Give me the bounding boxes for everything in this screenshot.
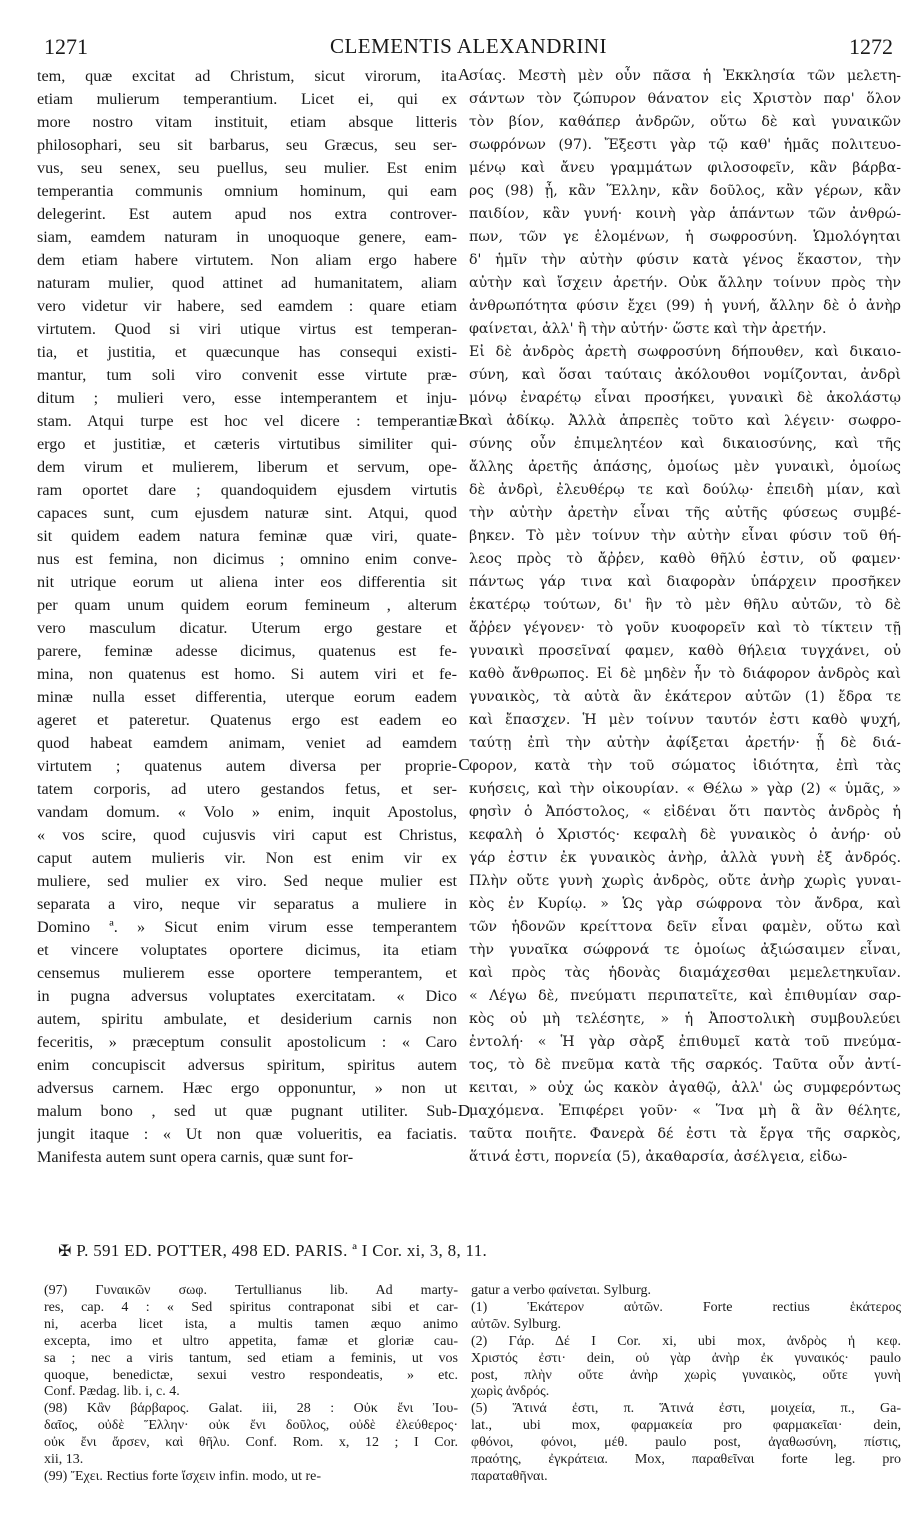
- footnote-line: (97) Γυναικῶν σωφ. Tertullianus lib. Ad marty-: [44, 1283, 458, 1298]
- edition-reference-line: [58, 1241, 487, 1261]
- text-line: minæ nulla esset differentia, uterque eorum eadem: [37, 688, 457, 706]
- text-line: malum bono , sed ut quæ pugnant utiliter. Sub-: [37, 1102, 457, 1120]
- text-line: Εἰ δὲ ἀνδρὸς ἀρετὴ σωφροσύνη δήπουθεν, καὶ δικαιο-: [469, 344, 901, 360]
- text-line: αὐτὴν καὶ ἴσχειν ἀρετήν. Οὐκ ἄλλην τοίνυν πρὸς τὴν: [469, 275, 901, 291]
- text-line: caput autem mulieris vir. Non est enim vir ex: [37, 849, 457, 867]
- margin-marker-d: D: [457, 1101, 471, 1120]
- text-line: γυναικὸς, τὰ αὐτὰ ἂν ἑκάτερον αὐτῶν (1) ἔδρα τε: [469, 689, 901, 705]
- footnote-line: xii, 13.: [44, 1452, 84, 1468]
- text-line: τὴν γυναῖκα σώφρονά τε ὁμοίως ἀξιώσαιμεν εἶναι,: [469, 942, 901, 958]
- text-line: ἐντολή· « Ἡ γὰρ σὰρξ ἐπιθυμεῖ κατὰ τοῦ πνεύμα-: [469, 1034, 901, 1050]
- text-line: temperantia communis omnium hominum, qui eam: [37, 182, 457, 200]
- text-line: κεφαλὴ ὁ Χριστός· κεφαλὴ δὲ γυναικὸς ὁ ἀνήρ· οὐ: [469, 827, 901, 843]
- text-line: delegerint. Est autem apud nos extra controver-: [37, 205, 457, 223]
- margin-marker-c: C: [458, 755, 470, 774]
- text-line: φορον, κατὰ τὴν τοῦ σώματος ἰδιότητα, ἐπὶ τὰς: [469, 758, 901, 774]
- text-line: τὸν βίον, καθάπερ ἀνδρῶν, οὕτω δὲ καὶ γυναικῶν: [469, 114, 901, 130]
- text-line: σίας. Μεστὴ μὲν οὖν πᾶσα ἡ Ἐκκλησία τῶν μελετη-: [469, 68, 901, 84]
- text-line: τος, τὸ δὲ πνεῦμα κατὰ τῆς σαρκός. Ταῦτα οὖν ἀντί-: [469, 1057, 901, 1073]
- text-line: nus est femina, non dicimus ; omnino enim conve-: [37, 550, 457, 568]
- footnote-line: lat., ubi mox, φαρμακεία pro φαρμακεῖαι· dein,: [471, 1418, 901, 1434]
- text-line: sit quidem eadem natura feminæ quæ viri, quate-: [37, 527, 457, 545]
- text-line: ἀνθρωπότητα φύσιν ἔχει (99) ἡ γυνή, ἄλλην δὲ ὁ ἀνὴρ: [469, 298, 901, 314]
- text-line: vero videtur vir habere, sed eamdem : quare etiam: [37, 297, 457, 315]
- text-line: τῶν ἡδονῶν κρείττονα δεῖν εἶναι φαμὲν, οὕτω καὶ: [469, 919, 901, 935]
- text-line: μένῳ καὶ ἄνευ γραμμάτων φιλοσοφεῖν, κἂν βάρβα-: [469, 160, 901, 176]
- text-line: mantur, tum soli viro convenit esse virtute præ-: [37, 366, 457, 384]
- text-line: ταῦτα ποιῆτε. Φανερὰ δέ ἐστι τὰ ἔργα τῆς σαρκὸς,: [469, 1126, 901, 1142]
- footnotes-left: [44, 1283, 458, 1486]
- footnote-line: (99) Ἔχει. Rectius forte ἴσχειν infin. modo, ut re-: [44, 1468, 322, 1484]
- text-line: Manifesta autem sunt opera carnis, quæ sunt for-: [37, 1148, 354, 1166]
- footnote-line: gatur a verbo φαίνεται. Sylburg.: [471, 1283, 652, 1298]
- footnote-line: quoque, benedictæ, sexui vestro respondeatis, » etc.: [44, 1367, 458, 1383]
- text-line: βηκεν. Τὸ μὲν τοίνυν τὴν αὐτὴν εἶναι φύσιν τοῦ θή-: [469, 528, 901, 544]
- text-line: vero masculum dicatur. Uterum ergo gestare et: [37, 619, 457, 637]
- text-line: Domino ª. » Sicut enim virum esse temperantem: [37, 918, 457, 936]
- text-line: ρος (98) ᾖ, κἂν Ἕλλην, κἂν δοῦλος, κἂν γέρων, κἂν: [469, 183, 901, 199]
- text-line: philosophari, seu sit barbarus, seu Græcus, seu ser-: [37, 136, 457, 154]
- maltese-cross-icon: ✠: [58, 1241, 72, 1260]
- page-number-right: 1272: [849, 34, 893, 59]
- text-line: virtutem. Quod si viri utique virtus est temperan-: [37, 320, 457, 338]
- text-line: πων, τῶν γε ἑλομένων, ἡ σωφροσύνη. Ὡμολόγηται: [469, 229, 901, 245]
- text-line: σάντων τὸν ζώπυρον θάνατον εἰς Χριστὸν παρ' ὅλον: [469, 91, 901, 107]
- text-line: et vincere voluptates oportere dicimus, ita etiam: [37, 941, 457, 959]
- footnote-line: (2) Γάρ. Δέ I Cor. xi, ubi mox, ἀνδρὸς ἡ κεφ.: [471, 1333, 901, 1349]
- text-line: etiam mulierum temperantium. Licet ei, qui ex: [37, 90, 457, 108]
- footnote-line: (98) Κἂν βάρβαρος. Galat. iii, 28 : Οὐκ ἔνι Ἰου-: [44, 1401, 458, 1417]
- text-line: tem, quæ excitat ad Christum, sicut virorum, ita: [37, 67, 457, 85]
- text-line: γάρ ἐστιν ἐκ γυναικὸς ἀνὴρ, ἀλλὰ γυνὴ ἐξ ἀνδρός.: [469, 850, 901, 866]
- text-line: ditum ; mulieri vero, esse intemperantem et inju-: [37, 389, 457, 407]
- text-line: πάντως γάρ τινα καὶ διαφορὰν ὑπάρχειν προσῆκεν: [469, 574, 901, 590]
- text-line: κυήσεις, καὶ τὴν οἰκουρίαν. « Θέλω » γὰρ (2) « ὑμᾶς, »: [469, 781, 901, 797]
- text-line: dem etiam habere virtutem. Non aliam ergo habere: [37, 251, 457, 269]
- text-line: muliere, sed mulier ex viro. Sed neque mulier est: [37, 872, 457, 890]
- text-line: more nostro vitam instituit, etiam absque litteris: [37, 113, 457, 131]
- text-line: καὶ πρὸς τὰς ἡδονὰς διαμάχεσθαι μεμελετηκυῖαν.: [469, 965, 901, 981]
- text-line: per quam unum quidem eorum femineum , alterum: [37, 596, 457, 614]
- footnote-line: (5) Ἅτινά ἐστι, π. Ἅτινά ἐστι, μοιχεία, π., Ga-: [471, 1401, 901, 1417]
- text-line: naturam mulier, quod attinet ad humanitatem, aliam: [37, 274, 457, 292]
- text-line: feceritis, » præceptum consulit apostolicum : « Caro: [37, 1033, 457, 1051]
- text-line: nit utrique eorum ut aliena inter eos differentia sit: [37, 573, 457, 591]
- page-header: [44, 34, 893, 64]
- text-line: capaces sunt, cum ejusdem naturæ sint. Atqui, quod: [37, 504, 457, 522]
- running-title: CLEMENTIS ALEXANDRINI: [329, 34, 608, 58]
- text-line: φαίνεται, ἀλλ' ἢ τὴν αὐτήν· ὥστε καὶ τὴν ἀρετήν.: [469, 321, 827, 337]
- text-line: σωφρόνων (97). Ἔξεστι γὰρ τῷ καθ' ἡμᾶς πολιτευο-: [469, 137, 901, 153]
- text-line: tia, et justitia, et quæcunque has consequi existi-: [37, 343, 457, 361]
- page-number-left: 1271: [44, 34, 88, 59]
- footnote-line: παραταθῆναι.: [471, 1468, 548, 1484]
- text-line: tatem corporis, ad utero gestandos fetus, et ser-: [37, 780, 457, 798]
- text-line: in pugna adversus voluptates exercitatam. « Dico: [37, 987, 457, 1005]
- text-line: vandam domum. « Volo » enim, inquit Apostolus,: [37, 803, 457, 821]
- edition-reference-text: P. 591 ED. POTTER, 498 ED. PARIS. ª I Cor. xi, 3, 8, 11.: [76, 1241, 488, 1260]
- text-line: ἄλλης ἀρετῆς ἁπάσης, ὁμοίως μὲν γυναικὶ, ὁμοίως: [469, 459, 901, 475]
- text-line: καὶ ἀδίκῳ. Ἀλλὰ ἀπρεπὲς τοῦτο καὶ λέγειν· σωφρο-: [469, 413, 901, 429]
- text-line: siam, eamdem naturam in unoquoque genere, eam-: [37, 228, 457, 246]
- footnote-line: πραότης, ἐγκράτεια. Mox, παραθεῖναι forte leg. pro: [471, 1452, 901, 1468]
- text-line: virtutem ; quatenus autem diversa per proprie-: [37, 757, 457, 775]
- text-line: τὴν αὐτὴν ἀρετὴν εἶναι τῆς αὐτῆς φύσεως συμβέ-: [469, 505, 901, 521]
- text-line: dem virum et mulierem, liberum et servum, ope-: [37, 458, 457, 476]
- text-line: Πλὴν οὔτε γυνὴ χωρὶς ἀνδρὸς, οὔτε ἀνὴρ χωρὶς γυναι-: [469, 873, 901, 889]
- text-line: σύνης οὖν ἐπιμελητέον καὶ δικαιοσύνης, καὶ τῆς: [469, 436, 901, 452]
- text-line: stam. Atqui turpe est hoc vel dicere : temperantiæ: [37, 412, 457, 430]
- footnote-line: ni, acerba licet ista, a multis tamen æquo animo: [44, 1316, 458, 1332]
- footnote-line: excepta, imo et ultro appetita, famæ et gloriæ cau-: [44, 1333, 458, 1349]
- footnote-line: Conf. Pædag. lib. i, c. 4.: [44, 1384, 180, 1400]
- text-line: ageret et pateretur. Quatenus ergo est eadem eo: [37, 711, 457, 729]
- text-line: parere, feminæ adesse dicimus, quatenus est fe-: [37, 642, 457, 660]
- text-line: quod habeat eamdem animam, veniet ad eamdem: [37, 734, 457, 752]
- text-line: γυναικὶ προσεῖναί φαμεν, καθὸ θήλεια τυγχάνει, οὐ: [469, 643, 901, 659]
- margin-marker-a: A: [457, 65, 471, 84]
- text-line: μόνῳ ἐναρέτῳ εἶναι προσήκει, γυναικὶ δὲ ἀκολάστῳ: [469, 390, 901, 406]
- text-line: κειται, » οὐχ ὡς κακὸν ἀγαθῷ, ἀλλ' ὡς συμφερόντως: [469, 1080, 901, 1096]
- text-line: καθὸ ἄνθρωπος. Εἰ δὲ μηδὲν ἦν τὸ διάφορον ἀνδρὸς καὶ: [469, 666, 901, 682]
- text-line: δ' ἡμῖν τὴν αὐτὴν φύσιν κατὰ γένος ἕκαστον, τὴν: [469, 252, 901, 268]
- text-line: λεος πρὸς τὸ ἄῤῥεν, καθὸ θῆλύ ἐστιν, οὔ φαμεν·: [469, 551, 901, 567]
- footnotes-right: [471, 1283, 901, 1486]
- latin-text-column: [37, 65, 457, 1169]
- text-line: ram oportet dare ; quandoquidem ejusdem virtutis: [37, 481, 457, 499]
- text-line: adversus carnem. Hæc ergo opponuntur, » non ut: [37, 1079, 457, 1097]
- text-line: κὸς οὐ μὴ τελέσητε, » ἡ Ἀποστολικὴ συμβουλεύει: [469, 1011, 901, 1027]
- greek-text-column: [469, 65, 901, 1169]
- footnote-line: δαῖος, οὐδὲ Ἕλλην· οὐκ ἔνι δοῦλος, οὐδὲ ἐλεύθερος·: [44, 1418, 458, 1434]
- footnote-line: (1) Ἑκάτερον αὐτῶν. Forte rectius ἑκάτερος: [471, 1299, 901, 1315]
- text-line: ergo et justitiæ, et cæteris virtutibus similiter qui-: [37, 435, 457, 453]
- text-line: φησὶν ὁ Ἀπόστολος, « εἰδέναι ὅτι παντὸς ἀνδρὸς ἡ: [469, 804, 901, 820]
- text-line: enim concupiscit adversus spiritum, spiritus autem: [37, 1056, 457, 1074]
- footnote-line: sa ; nec a viris tantum, sed etiam a feminis, ut vos: [44, 1350, 458, 1366]
- footnote-line: οὐκ ἔνι ἄρσεν, καὶ θῆλυ. Conf. Rom. x, 12 ; I Cor.: [44, 1435, 458, 1451]
- footnote-line: χωρὶς ἀνδρός.: [471, 1384, 550, 1400]
- text-line: ταύτῃ ἐπὶ τὴν αὐτὴν ἀφίξεται ἀρετήν· ᾗ δὲ διά-: [469, 735, 901, 751]
- text-line: παιδίον, κἂν γυνή· κοινὴ γὰρ ἁπάντων τῶν ἀνθρώ-: [469, 206, 901, 222]
- footnote-line: Χριστός ἐστι· dein, οὐ γὰρ ἀνὴρ ἐκ γυναικός· paulo: [471, 1350, 901, 1366]
- text-line: σύνη, καὶ ὅσαι ταύταις ἀκόλουθοι νομίζονται, ἀνδρὶ: [469, 367, 901, 383]
- text-line: « Λέγω δὲ, πνεύματι περιπατεῖτε, καὶ ἐπιθυμίαν σαρ-: [469, 988, 901, 1004]
- text-line: mina, non quatenus est homo. Si autem viri et fe-: [37, 665, 457, 683]
- text-line: separata a viro, neque vir separatus a muliere in: [37, 895, 457, 913]
- footnote-line: φθόνοι, φόνοι, μέθ. paulo post, ἀγαθωσύνη, πίστις,: [471, 1435, 901, 1451]
- footnote-line: αὐτῶν. Sylburg.: [471, 1316, 562, 1332]
- footnote-line: res, cap. 4 : « Sed spiritus contraponat sibi et car-: [44, 1299, 458, 1315]
- text-line: ἑκατέρῳ τούτων, δι' ἣν τὸ μὲν θῆλυ αὐτῶν, τὸ δὲ: [469, 597, 901, 613]
- footnote-line: post, πλὴν οὔτε ἀνὴρ χωρὶς γυναικὸς, οὔτε γυνὴ: [471, 1367, 901, 1383]
- text-line: ἄῤῥεν γέγονεν· τὸ γοῦν κυοφορεῖν καὶ τὸ τίκτειν τῇ: [469, 620, 901, 636]
- margin-marker-b: B: [458, 410, 470, 429]
- text-line: κὸς ἐν Κυρίῳ. » Ὡς γὰρ σώφρονα τὸν ἄνδρα, καὶ: [469, 896, 901, 912]
- text-line: μαχόμενα. Ἐπιφέρει γοῦν· « Ἵνα μὴ ἃ ἂν θέλητε,: [469, 1103, 901, 1119]
- text-line: « vos scire, quod cujusvis viri caput est Christus,: [37, 826, 457, 844]
- text-line: καὶ ἔπασχεν. Ἡ μὲν τοίνυν ταυτόν ἐστι καθὸ ψυχή,: [469, 712, 901, 728]
- text-line: autem, spiritu ambulate, et desiderium carnis non: [37, 1010, 457, 1028]
- text-line: vus, seu senex, seu puellus, seu mulier. Est enim: [37, 159, 457, 177]
- text-line: δὲ ἀνδρὶ, ἐλευθέρῳ τε καὶ δούλῳ· ἐπειδὴ μίαν, καὶ: [469, 482, 901, 498]
- text-line: jungit itaque : « Ut non quæ volueritis, ea faciatis.: [37, 1125, 457, 1143]
- text-line: censemus mulierem esse oportere temperantem, et: [37, 964, 457, 982]
- text-line: ἅτινά ἐστι, πορνεία (5), ἀκαθαρσία, ἀσέλγεια, εἰδω-: [469, 1149, 848, 1165]
